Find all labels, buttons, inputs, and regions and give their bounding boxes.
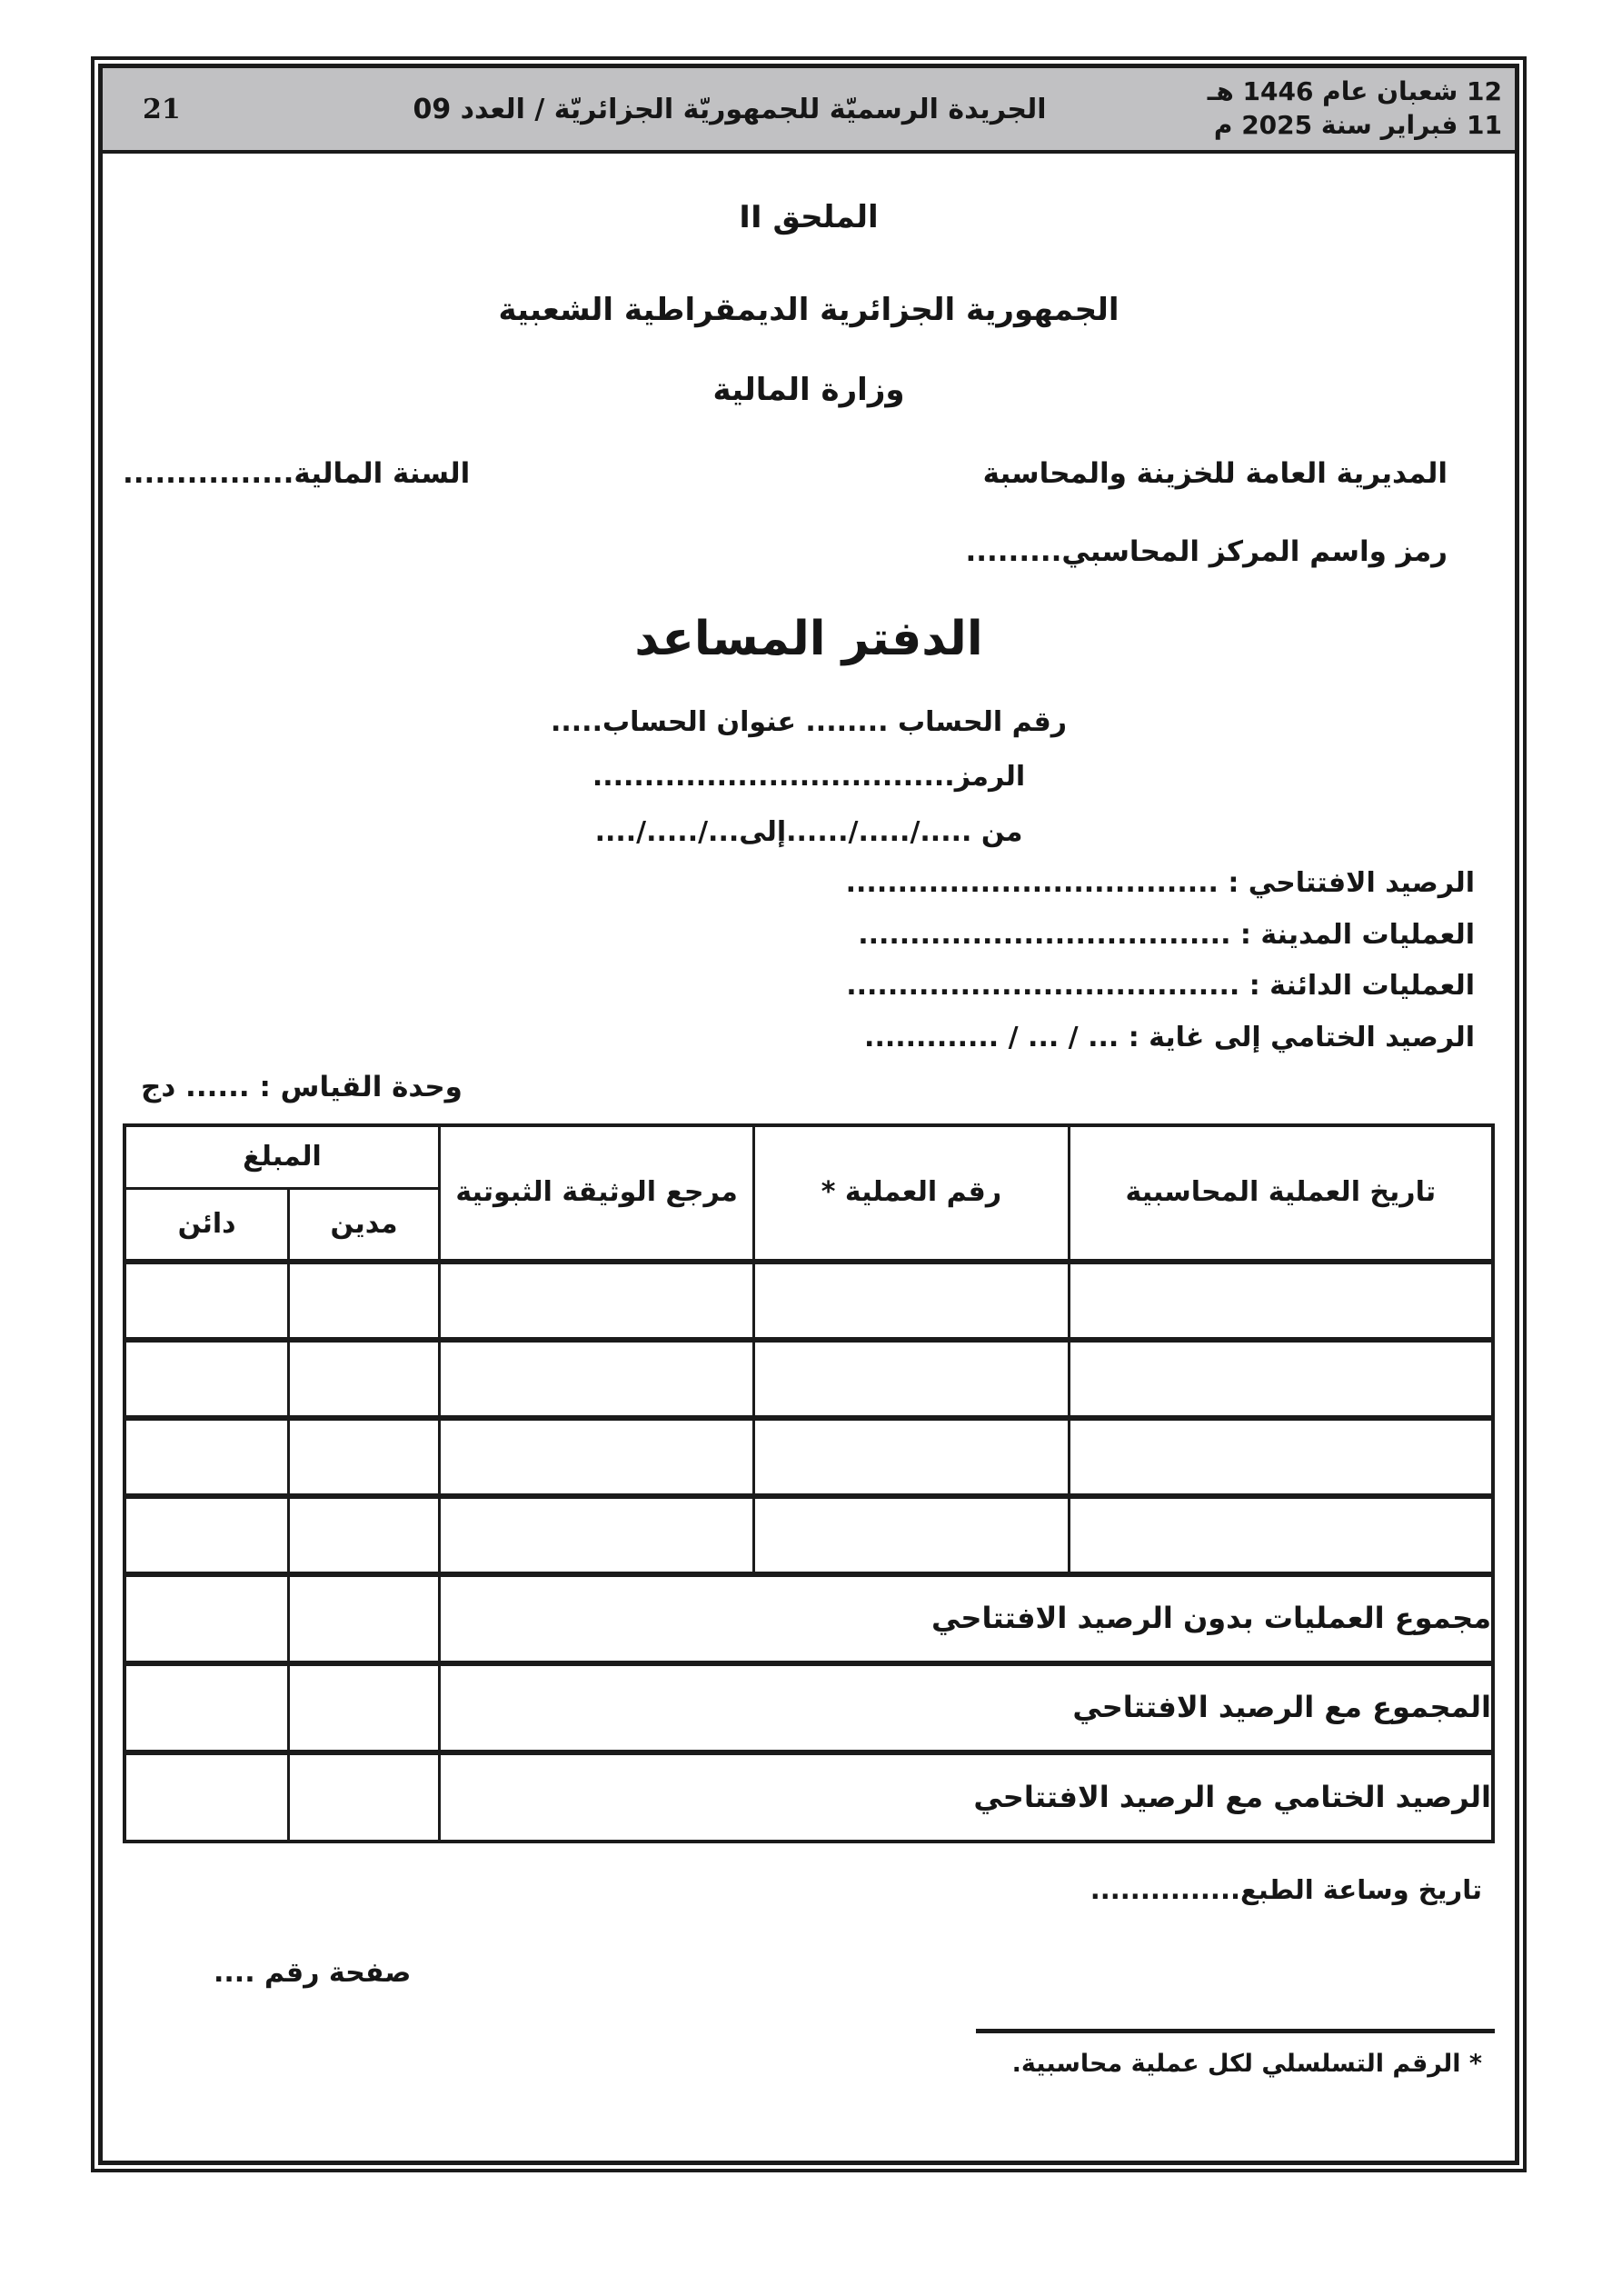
empty-cell — [1069, 1418, 1493, 1496]
print-datetime-line: تاريخ وساعة الطبع............... — [1090, 1873, 1482, 1905]
period-line: من ...../...../......إلى.../...../.... — [594, 815, 1023, 848]
col-header-debit: مدين — [289, 1189, 440, 1262]
form-page-number-line: صفحة رقم .... — [214, 1957, 412, 1990]
page-frame — [91, 56, 1527, 2172]
summary-label: مجموع العمليات بدون الرصيد الافتتاحي — [439, 1574, 1493, 1663]
annex-label: الملحق II — [739, 199, 879, 235]
empty-cell — [124, 1340, 289, 1418]
empty-cell — [754, 1418, 1069, 1496]
table-summary — [124, 1574, 1493, 1842]
account-line: رقم الحساب ........ عنوان الحساب..... — [550, 705, 1068, 738]
empty-cell — [439, 1262, 753, 1340]
ledger-table-wrap — [123, 1123, 1495, 1843]
table-row — [124, 1752, 1493, 1842]
debit-cell — [289, 1663, 440, 1752]
ministry-title: وزارة المالية — [712, 371, 905, 408]
credit-cell — [124, 1752, 289, 1842]
unit-of-measure-line: وحدة القياس : ...... دج — [141, 1071, 463, 1104]
footnote: * الرقم التسلسلي لكل عملية محاسبية. — [1011, 2049, 1482, 2078]
credit-cell — [124, 1663, 289, 1752]
empty-cell — [124, 1496, 289, 1574]
col-header-credit: دائن — [124, 1189, 289, 1262]
table-row — [124, 1574, 1493, 1663]
empty-cell — [1069, 1340, 1493, 1418]
empty-cell — [289, 1262, 440, 1340]
masthead-page-number: 21 — [143, 93, 181, 125]
register-title: الدفتر المساعد — [634, 612, 983, 667]
ledger-table-head — [124, 1125, 1493, 1262]
col-header-document-reference: مرجع الوثيقة الثبوتية — [439, 1125, 753, 1262]
empty-cell — [289, 1340, 440, 1418]
table-row — [124, 1418, 1493, 1496]
empty-cell — [754, 1340, 1069, 1418]
page-frame-inner — [98, 64, 1519, 2165]
col-header-operation-number: رقم العملية * — [754, 1125, 1069, 1262]
table-body — [124, 1262, 1493, 1574]
empty-cell — [439, 1340, 753, 1418]
republic-title: الجمهورية الجزائرية الديمقراطية الشعبية — [498, 291, 1119, 328]
empty-cell — [439, 1418, 753, 1496]
directorate-row — [123, 455, 1495, 494]
empty-cell — [754, 1262, 1069, 1340]
empty-cell — [1069, 1262, 1493, 1340]
empty-cell — [124, 1418, 289, 1496]
empty-cell — [1069, 1496, 1493, 1574]
accounting-center-line: رمز واسم المركز المحاسبي......... — [965, 534, 1448, 568]
masthead-bar — [103, 68, 1515, 154]
code-line: الرمز................................... — [592, 761, 1026, 794]
credit-operations-line: العمليات الدائنة : ...................................... — [846, 970, 1475, 1003]
summary-label: الرصيد الختامي مع الرصيد الافتتاحي — [439, 1752, 1493, 1842]
masthead-dates — [1202, 75, 1515, 143]
directorate-title: المديرية العامة للخزينة والمحاسبة — [982, 456, 1448, 490]
empty-cell — [289, 1418, 440, 1496]
header-row-1 — [124, 1125, 1493, 1189]
balances-block — [123, 865, 1495, 1056]
credit-cell — [124, 1574, 289, 1663]
summary-label: المجموع مع الرصيد الافتتاحي — [439, 1663, 1493, 1752]
table-row — [124, 1496, 1493, 1574]
opening-balance-line: الرصيد الافتتاحي : .................................... — [845, 867, 1475, 900]
empty-cell — [124, 1262, 289, 1340]
closing-balance-line: الرصيد الختامي إلى غاية : ... / ... / ............. — [864, 1021, 1475, 1053]
debit-operations-line: العمليات المدينة : .................................... — [858, 918, 1475, 951]
empty-cell — [439, 1496, 753, 1574]
table-row — [124, 1663, 1493, 1752]
table-row — [124, 1262, 1493, 1340]
col-header-amount: المبلغ — [124, 1125, 439, 1189]
date-gregorian: 11 فبراير سنة 2025 م — [1213, 110, 1502, 140]
document-content — [103, 154, 1515, 2161]
empty-cell — [754, 1496, 1069, 1574]
fiscal-year-line: السنة المالية................ — [123, 456, 471, 490]
ledger-table — [123, 1123, 1495, 1843]
gazette-title: الجريدة الرسميّة للجمهوريّة الجزائريّة / العدد 09 — [413, 93, 1047, 125]
footnote-separator — [976, 2029, 1495, 2033]
date-hijri: 12 شعبان عام 1446 هـ — [1207, 76, 1502, 107]
table-row — [124, 1340, 1493, 1418]
col-header-operation-date: تاريخ العملية المحاسبية — [1069, 1125, 1493, 1262]
debit-cell — [289, 1574, 440, 1663]
debit-cell — [289, 1752, 440, 1842]
empty-cell — [289, 1496, 440, 1574]
